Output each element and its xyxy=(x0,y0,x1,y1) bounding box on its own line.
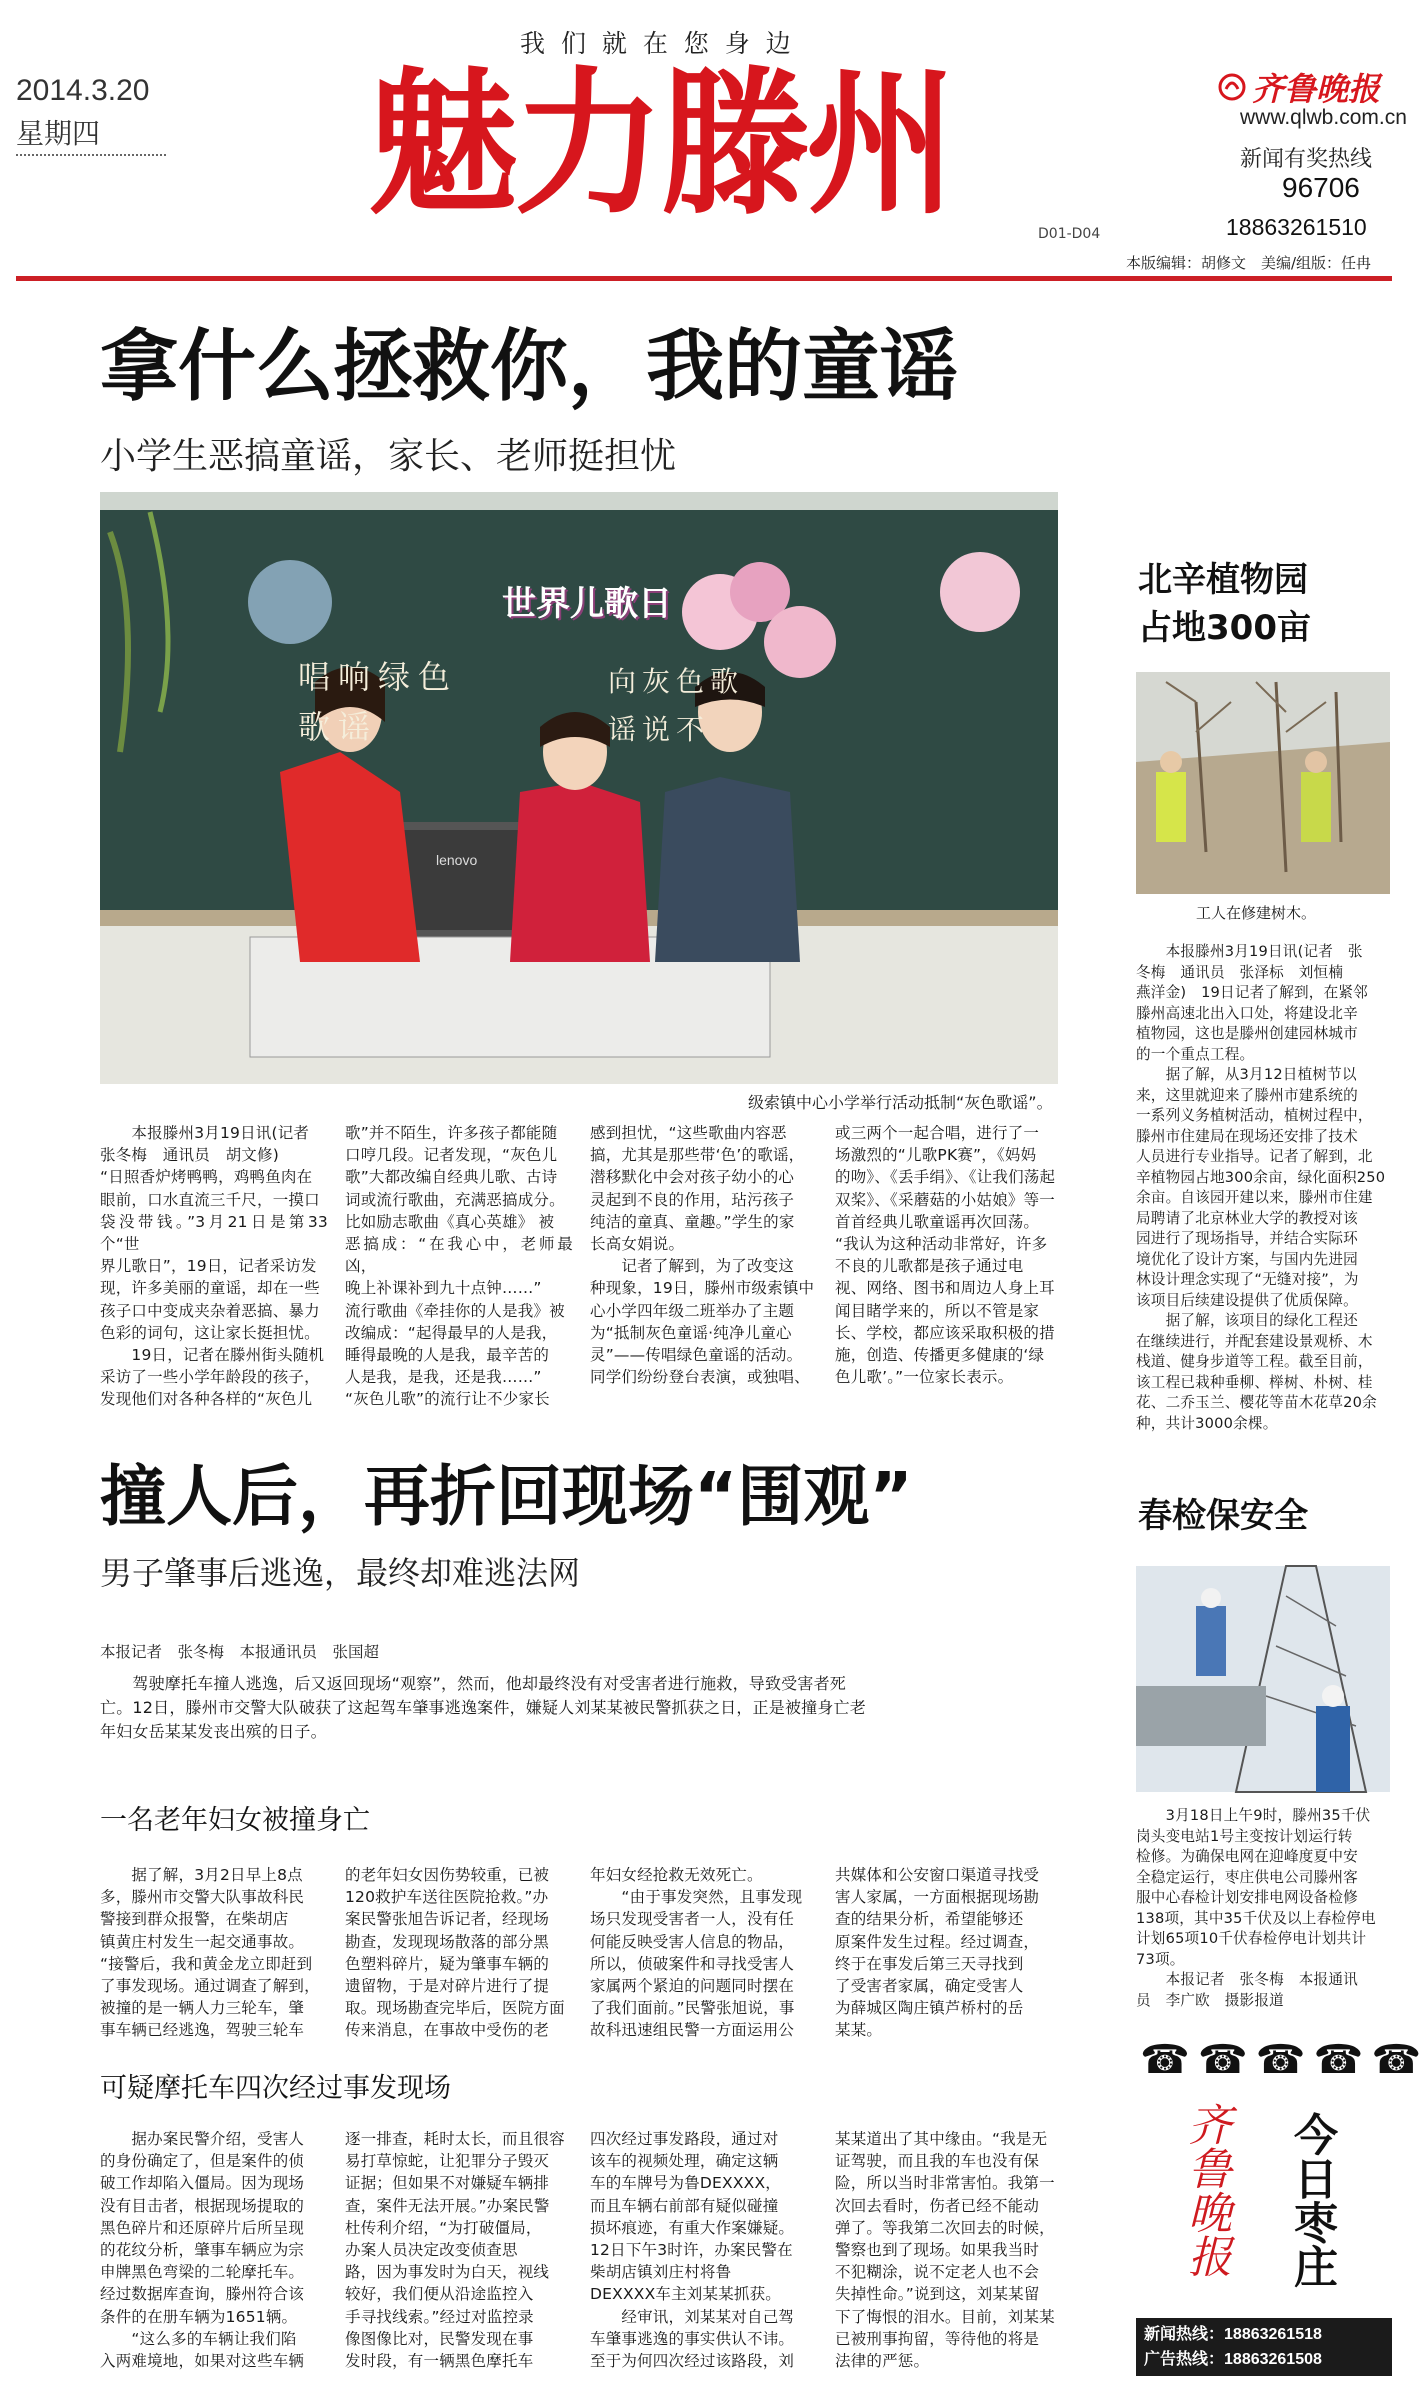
hotline-number: 96706 xyxy=(1282,172,1360,203)
board-right-slogan: 向灰色歌谣说不 xyxy=(608,665,745,746)
board-left-slogan: 唱响绿色歌谣 xyxy=(298,658,459,746)
side1-body: 本报滕州3月19日讯(记者 张 冬梅 通讯员 张泽标 刘恒楠 燕洋金) 19日记者了解到，在紧邻 滕州高速北出入口处，将建设北辛 植物园，这也是滕州创建园林城市 的一个重点工程。 据了解，从3月12日植树节以 来，这里就迎来了滕州市建系统的 一系列义务植树活动，植树过程中， 滕州市住建局在现场还安排了技术 人员进行专业指导。记者了解到，北 辛植物园占地300余亩，绿化面积250 余亩。自该园开建以来，滕州市住建 局聘请了北京林业大学的教授对该 园进行了现场指导，并结合实际环 境优化了设计方案，与国内先进园 林设计理念实现了“无缝对接”，为 该项目后续建设提供了优质保障。 据了解，该项目的绿化工程还 在继续进行，并配套建设景观桥、木 栈道、健身步道等工程。截至目前， 该工程已栽种垂柳、榉树、朴树、桂 花、二乔玉兰、樱花等苗木花草20余 种，共计3000余棵。 xyxy=(1136,943,1386,1432)
ad-news-phone: 18863261518 xyxy=(1224,2326,1322,2343)
masthead-title: 魅力滕州 xyxy=(368,53,953,237)
phone-handset-icon: ☎ xyxy=(1255,2037,1306,2083)
issue-date: 2014.3.20 xyxy=(16,74,150,107)
article2-byline: 本报记者 张冬梅 本报通讯员 张国超 xyxy=(100,1643,380,1661)
side1-headline-line2: 占地300亩 xyxy=(1138,608,1311,648)
ad-block xyxy=(1136,2030,1421,2378)
ad-edition: 今日枣庄 xyxy=(1286,2112,1337,2288)
phone-icon-row xyxy=(1140,2036,1421,2084)
side1-headline-line1: 北辛植物园 xyxy=(1138,560,1308,600)
side2-photo xyxy=(1136,1566,1390,1792)
article1-headline: 拿什么拯救你，我的童谣 xyxy=(100,322,959,412)
article2-s1-column-3: 年妇女经抢救无效死亡。 “由于事发突然，且事发现 场只发现受害者一人，没有任 何能反映受害人信息的物品， 所以，侦破案件和寻找受害人 家属两个紧迫的问题同时摆在 了我们面前。”民警张旭说，事 故科迅速组民警一方面运用公 xyxy=(590,1866,803,2040)
article2-headline: 撞人后，再折回现场“围观” xyxy=(100,1458,913,1535)
logo-text: 齐鲁晚报 xyxy=(1252,70,1381,108)
article2-s1-column-2: 的老年妇女因伤势较重，已被 120救护车送往医院抢救。”办 案民警张旭告诉记者，经现场 勘查，发现现场散落的部分黑 色塑料碎片，疑为肇事车辆的 遗留物，于是对碎片进行了提 取。现场勘查完毕后，医院方面 传来消息，在事故中受伤的老 xyxy=(345,1866,565,2040)
article1-column-1: 本报滕州3月19日讯(记者 张冬梅 通讯员 胡文修) “日照香炉烤鸭鸭，鸡鸭鱼肉在 眼前，口水直流三千尺，一摸口 袋没带钱。”3月21日是第33个“世 界儿歌日”，19日，记者采访发 现，许多美丽的童谣，却在一些 孩子口中变成夹杂着恶搞、暴力 色彩的词句，这让家长挺担忧。 19日，记者在滕州街头随机 采访了一些小学年龄段的孩子， 发现他们对各种各样的“灰色儿 xyxy=(100,1124,328,1409)
logo-emblem-icon xyxy=(1218,73,1246,101)
article2-section1-heading: 一名老年妇女被撞身亡 xyxy=(100,1805,370,1836)
ad-ad-phone: 18863261508 xyxy=(1224,2351,1322,2368)
article1-subhead: 小学生恶搞童谣，家长、老师挺担忧 xyxy=(100,436,677,477)
ad-ad-label: 广告热线： xyxy=(1144,2349,1225,2368)
editors-line: 本版编辑：胡修文 美编/组版：任冉 xyxy=(1126,254,1372,272)
ad-brand: 齐鲁晚报 xyxy=(1180,2102,1231,2278)
article2-s2-column-1: 据办案民警介绍，受害人 的身份确定了，但是案件的侦 破工作却陷入僵局。因为现场 没有目击者，根据现场提取的 黑色碎片和还原碎片后所呈现 的花纹分析，肇事车辆应为宗 申牌黑色弯梁的二轮摩托车。 经过数据库查询，滕州符合该 条件的在册车辆为1651辆。 “这么多的车辆让我们陷 入两难境地，如果对这些车辆 xyxy=(100,2130,305,2371)
side1-photo xyxy=(1136,672,1390,894)
ad-news-label: 新闻热线： xyxy=(1144,2324,1225,2343)
date-dotted-rule xyxy=(16,154,166,156)
article1-column-2: 歌”并不陌生，许多孩子都能随 口哼几段。记者发现，“灰色儿 歌”大都改编自经典儿歌、古诗 词或流行歌曲，充满恶搞成分。 比如励志歌曲《真心英雄》 被 恶搞成：“在我心中，老师最凶， 晚上补课补到九十点钟……” 流行歌曲《牵挂你的人是我》被 改编成：“起得最早的人是我， 睡得最晚的人是我，最辛苦的 人是我，是我，还是我……” “灰色儿歌”的流行让不少家长 xyxy=(345,1124,573,1409)
article1-column-4: 或三两个一起合唱，进行了一 场激烈的“儿歌PK赛”，《妈妈 的吻》、《丢手绢》、《让我们荡起 双桨》、《采蘑菇的小姑娘》等一 首首经典儿歌童谣再次回荡。 “我认为这种活动非常好，许多 不良的儿歌都是孩子通过电 视、网络、图书和周边人身上耳 闻目睹学来的，所以不管是家 长、学校，都应该采取积极的措 施，创造、传播更多健康的‘绿 色儿歌’。”一位家长表示。 xyxy=(835,1124,1056,1387)
phone-handset-icon: ☎ xyxy=(1313,2037,1364,2083)
article2-s2-column-3: 四次经过事发路段，通过对 该车的视频处理，确定这辆 车的车牌号为鲁DEXXXX， 而且车辆右前部有疑似碰撞 损坏痕迹，有重大作案嫌疑。 12日下午3时许，办案民警在 柴胡店镇刘庄村将鲁 DEXXXX车主刘某某抓获。 经审讯，刘某某对自己驾 车肇事逃逸的事实供认不讳。 至于为何四次经过该路段，刘 xyxy=(590,2130,795,2371)
article1-column-3: 感到担忧，“这些歌曲内容恶 搞，尤其是那些带‘色’的歌谣， 潜移默化中会对孩子幼小的心 灵起到不良的作用，玷污孩子 纯洁的童真、童趣。”学生的家 长高女娟说。 记者了解到，为了改变这 种现象，19日，滕州市级索镇中 心小学四年级二班举办了主题 为“抵制灰色童谣·纯净儿童心 灵”——传唱绿色童谣的活动。 同学们纷纷登台表演，或独唱、 xyxy=(590,1124,815,1387)
article2-s1-column-4: 共媒体和公安窗口渠道寻找受 害人家属，一方面根据现场勘 查的结果分析，希望能够还 原案件发生过程。经过调查， 终于在事发后第三天寻找到 了受害者家属，确定受害人 为薛城区陶庄镇芦桥村的岳 某某。 xyxy=(835,1866,1040,2040)
laptop-brand: lenovo xyxy=(436,852,478,868)
side1-photo-caption: 工人在修建树木。 xyxy=(1196,904,1317,922)
phone-handset-icon: ☎ xyxy=(1197,2037,1248,2083)
phone-handset-icon: ☎ xyxy=(1140,2037,1190,2083)
side2-body: 3月18日上午9时，滕州35千伏 岗头变电站1号主变按计划运行转 检修。为确保电网在迎峰度夏中安 全稳定运行，枣庄供电公司滕州客 服中心春检计划安排电网设备检修 138项，其中35千伏及以上春检停电 计划65项10千伏春检停电计划共计 73项。 本报记者 张冬梅 本报通讯 员 李广欧 摄影报道 xyxy=(1136,1807,1376,2009)
issue-weekday: 星期四 xyxy=(16,117,101,150)
article1-photo xyxy=(100,492,1058,1084)
website-link[interactable]: www.qlwb.com.cn xyxy=(1240,106,1407,129)
article2-s2-column-2: 逐一排查，耗时太长，而且很容 易打草惊蛇，让犯罪分子毁灭 证据；但如果不对嫌疑车辆排 查，案件无法开展。”办案民警 杜传利介绍，“为打破僵局， 办案人员决定改变侦查思 路，因为事发时为白天，视线 较好，我们便从沿途监控入 手寻找线索。”经过对监控录 像图像比对，民警发现在事 发时段，有一辆黑色摩托车 xyxy=(345,2130,565,2371)
ad-hotline-box xyxy=(1136,2318,1392,2376)
board-title: 世界儿歌日 xyxy=(502,584,672,624)
hotline-phone: 18863261510 xyxy=(1226,214,1367,240)
article2-s2-column-4: 某某道出了其中缘由。“我是无 证驾驶，而且我的车也没有保 险，所以当时非常害怕。我第一 次回去看时，伤者已经不能动 弹了。等我第二次回去的时候， 警察也到了现场。如果我当时 不犯糊涂，说不定老人也不会 失掉性命。”说到这，刘某某留 下了悔恨的泪水。目前，刘某某 已被刑事拘留，等待他的将是 法律的严惩。 xyxy=(835,2130,1055,2371)
phone-handset-icon: ☎ xyxy=(1371,2037,1421,2083)
article1-photo-caption: 级索镇中心小学举行活动抵制“灰色歌谣”。 xyxy=(748,1093,1053,1112)
article2-subhead: 男子肇事后逃逸，最终却难逃法网 xyxy=(100,1554,581,1592)
masthead-red-rule xyxy=(16,276,1392,281)
masthead-slogan: 我 们 就 在 您 身 边 xyxy=(520,29,795,58)
newspaper-logo xyxy=(1218,64,1380,110)
side2-headline: 春检保安全 xyxy=(1138,1496,1308,1536)
article2-section2-heading: 可疑摩托车四次经过事发现场 xyxy=(100,2073,451,2104)
article2-lead: 驾驶摩托车撞人逃逸，后又返回现场“观察”，然而，他却最终没有对受害者进行施救，导致受害者死 亡。12日，滕州市交警大队破获了这起驾车肇事逃逸案件，嫌疑人刘某某被民警抓获之日，正是被撞身亡老 年妇女岳某某发丧出殡的日子。 xyxy=(100,1674,866,1741)
article2-s1-column-1: 据了解，3月2日早上8点 多，滕州市交警大队事故科民 警接到群众报警，在柴胡店 镇黄庄村发生一起交通事故。 “接警后，我和黄金龙立即赶到 了事发现场。通过调查了解到， 被撞的是一辆人力三轮车，肇 事车辆已经逃逸，驾驶三轮车 xyxy=(100,1866,320,2040)
page-range: D01-D04 xyxy=(1038,226,1101,242)
hotline-label: 新闻有奖热线 xyxy=(1240,147,1373,172)
